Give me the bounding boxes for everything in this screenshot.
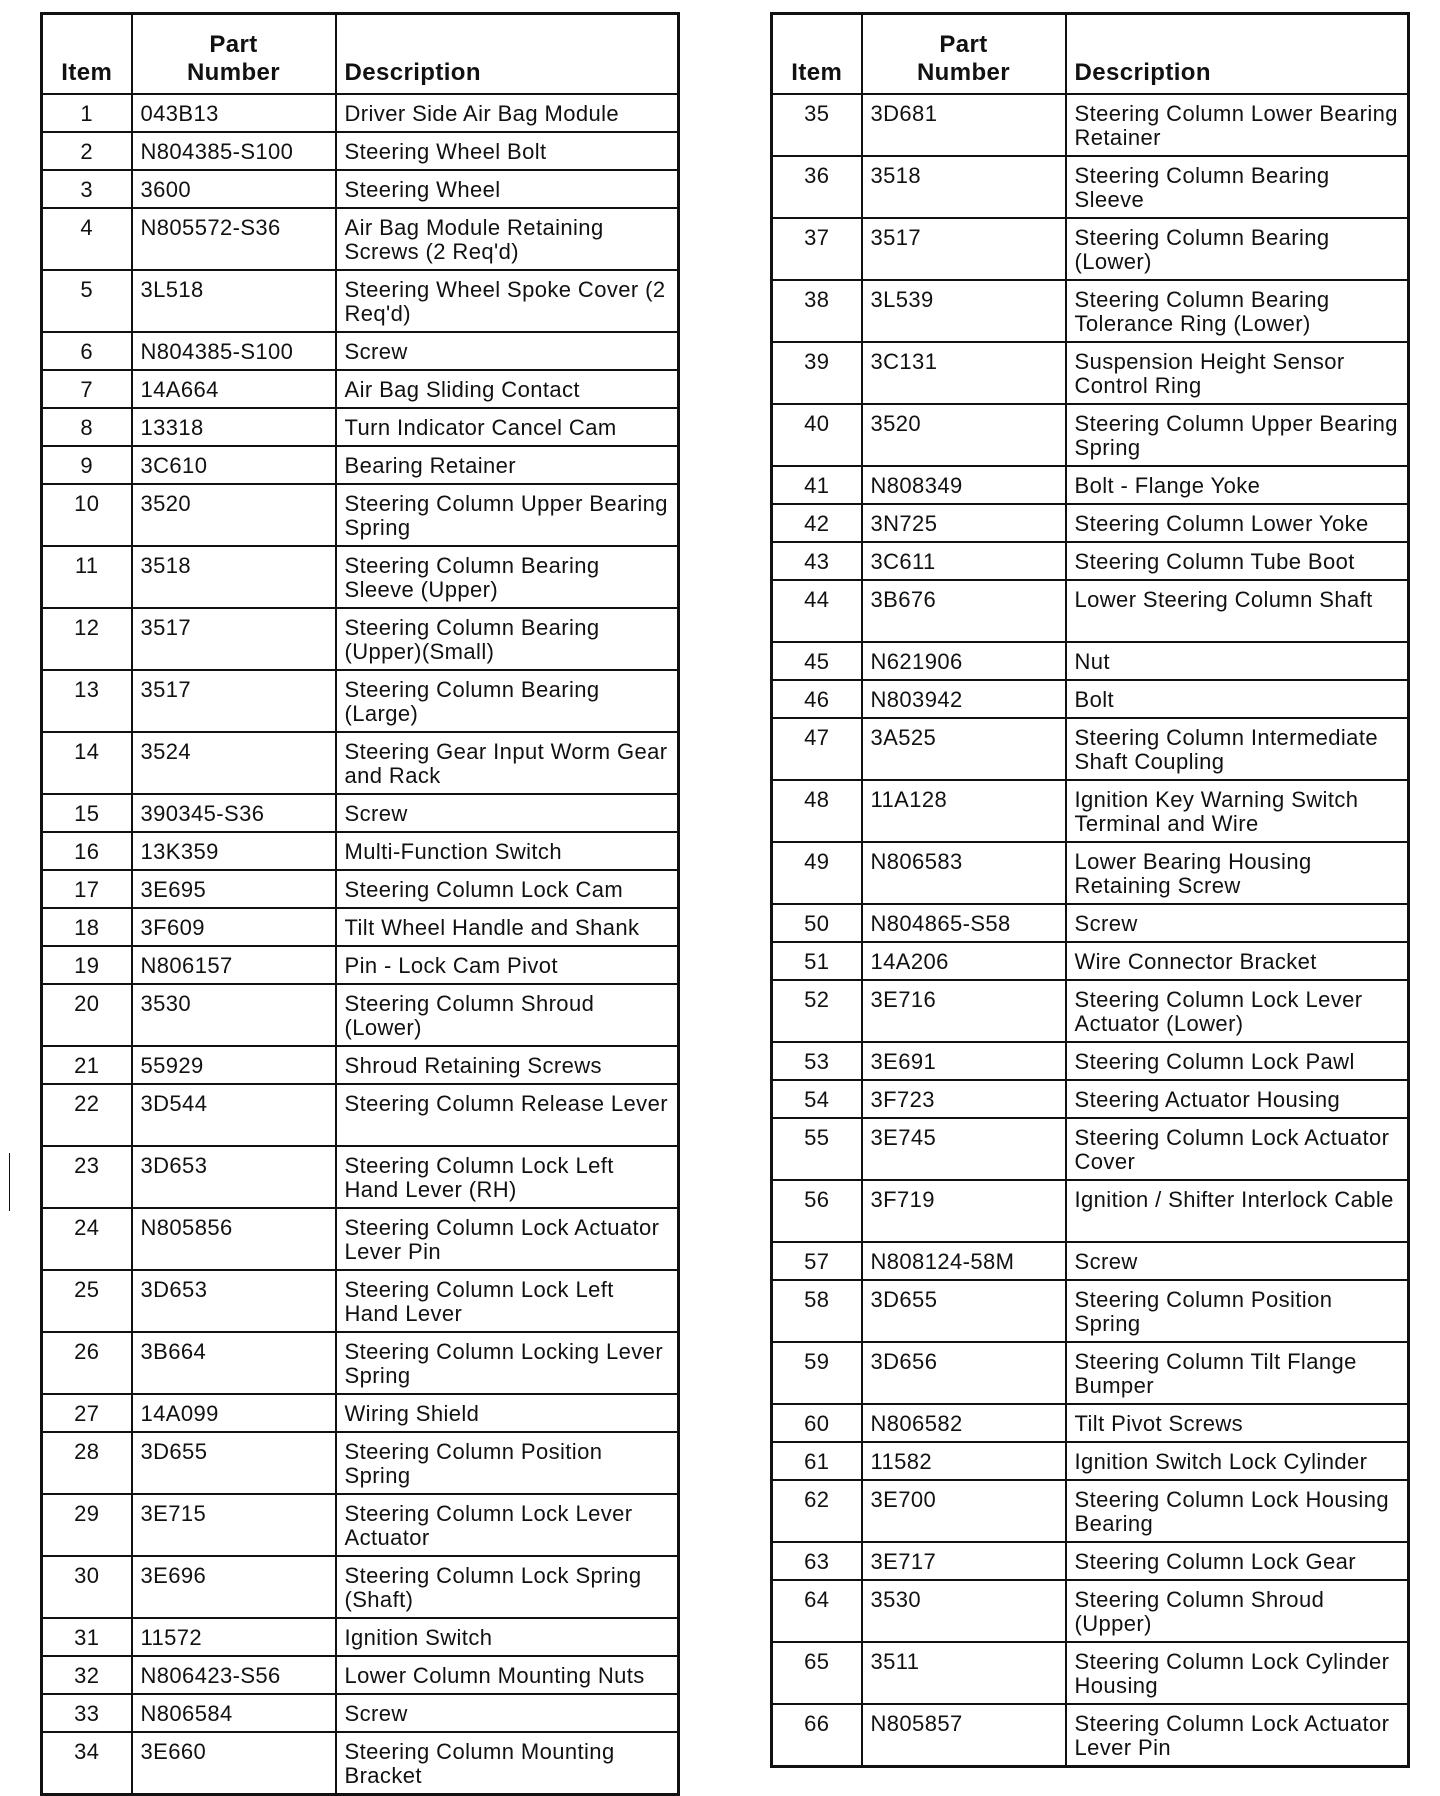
part-number-cell: 3E695 (132, 870, 336, 908)
part-number-cell: 3E696 (132, 1556, 336, 1618)
table-row (42, 332, 679, 370)
description-cell: Turn Indicator Cancel Cam (336, 408, 679, 446)
item-cell: 17 (42, 870, 132, 908)
description-cell: Suspension Height Sensor Control Ring (1066, 342, 1409, 404)
item-column-header: Item (772, 14, 862, 95)
table-row (42, 1656, 679, 1694)
item-cell: 4 (42, 208, 132, 270)
table-row (772, 1342, 1409, 1404)
description-cell: Steering Column Lower Yoke (1066, 504, 1409, 542)
part-number-cell: 3517 (132, 608, 336, 670)
part-number-cell: N804385-S100 (132, 132, 336, 170)
description-cell: Steering Gear Input Worm Gear and Rack (336, 732, 679, 794)
item-cell: 29 (42, 1494, 132, 1556)
description-cell: Steering Column Lock Cam (336, 870, 679, 908)
table-row (772, 842, 1409, 904)
description-cell: Bolt - Flange Yoke (1066, 466, 1409, 504)
parts-table-left (40, 12, 680, 1796)
item-cell: 6 (42, 332, 132, 370)
description-cell: Ignition / Shifter Interlock Cable (1066, 1180, 1409, 1242)
description-cell: Steering Column Shroud (Upper) (1066, 1580, 1409, 1642)
table-row (772, 1442, 1409, 1480)
item-cell: 10 (42, 484, 132, 546)
table-row (42, 794, 679, 832)
table-row (772, 94, 1409, 156)
part-number-cell: 3D653 (132, 1146, 336, 1208)
table-row (772, 1404, 1409, 1442)
part-number-cell: N805572-S36 (132, 208, 336, 270)
part-number-cell: 3L539 (862, 280, 1066, 342)
table-row (42, 1332, 679, 1394)
table-row (42, 170, 679, 208)
part-number-cell: 3C610 (132, 446, 336, 484)
part-number-cell: 3C131 (862, 342, 1066, 404)
part-header-line1: Part (209, 31, 258, 58)
table-row (772, 1480, 1409, 1542)
item-cell: 28 (42, 1432, 132, 1494)
part-number-cell: N806423-S56 (132, 1656, 336, 1694)
item-cell: 35 (772, 94, 862, 156)
table-row (772, 780, 1409, 842)
description-cell: Lower Column Mounting Nuts (336, 1656, 679, 1694)
item-cell: 36 (772, 156, 862, 218)
description-cell: Screw (336, 332, 679, 370)
item-cell: 13 (42, 670, 132, 732)
item-cell: 52 (772, 980, 862, 1042)
item-cell: 50 (772, 904, 862, 942)
table-row (42, 1618, 679, 1656)
description-cell: Steering Column Locking Lever Spring (336, 1332, 679, 1394)
part-number-cell: N806584 (132, 1694, 336, 1732)
description-cell: Steering Column Bearing (Lower) (1066, 218, 1409, 280)
description-cell: Steering Column Lock Actuator Cover (1066, 1118, 1409, 1180)
description-cell: Steering Column Lock Lever Actuator (Lower) (1066, 980, 1409, 1042)
part-number-cell: N805856 (132, 1208, 336, 1270)
table-row (772, 404, 1409, 466)
table-row (772, 1080, 1409, 1118)
table-row (42, 370, 679, 408)
part-number-cell: 3530 (132, 984, 336, 1046)
item-cell: 43 (772, 542, 862, 580)
description-cell: Tilt Wheel Handle and Shank (336, 908, 679, 946)
description-cell: Bearing Retainer (336, 446, 679, 484)
item-cell: 45 (772, 642, 862, 680)
part-number-cell: 3530 (862, 1580, 1066, 1642)
part-number-cell: 3E691 (862, 1042, 1066, 1080)
part-number-cell: 3F723 (862, 1080, 1066, 1118)
table-row (42, 608, 679, 670)
table-row (772, 1242, 1409, 1280)
description-cell: Steering Column Bearing (Large) (336, 670, 679, 732)
part-number-column-header (862, 14, 1066, 95)
part-number-cell: 3D653 (132, 1270, 336, 1332)
description-column-header: Description (1066, 14, 1409, 95)
item-cell: 19 (42, 946, 132, 984)
description-cell: Tilt Pivot Screws (1066, 1404, 1409, 1442)
description-cell: Ignition Switch (336, 1618, 679, 1656)
part-number-cell: 3C611 (862, 542, 1066, 580)
part-number-cell: N808124-58M (862, 1242, 1066, 1280)
table-row (42, 946, 679, 984)
description-cell: Air Bag Sliding Contact (336, 370, 679, 408)
item-cell: 38 (772, 280, 862, 342)
part-number-cell: 043B13 (132, 94, 336, 132)
table-row (772, 1542, 1409, 1580)
part-number-cell: 3600 (132, 170, 336, 208)
item-cell: 11 (42, 546, 132, 608)
item-cell: 41 (772, 466, 862, 504)
item-cell: 31 (42, 1618, 132, 1656)
item-cell: 18 (42, 908, 132, 946)
description-cell: Steering Column Lock Pawl (1066, 1042, 1409, 1080)
table-row (42, 1046, 679, 1084)
description-cell: Steering Wheel (336, 170, 679, 208)
part-number-cell: 390345-S36 (132, 794, 336, 832)
part-number-cell: N806582 (862, 1404, 1066, 1442)
item-cell: 47 (772, 718, 862, 780)
item-cell: 3 (42, 170, 132, 208)
description-cell: Screw (1066, 1242, 1409, 1280)
description-cell: Ignition Key Warning Switch Terminal and Wire (1066, 780, 1409, 842)
part-number-cell: N806583 (862, 842, 1066, 904)
table-row (42, 1208, 679, 1270)
table-row (772, 156, 1409, 218)
parts-table-right (770, 12, 1410, 1768)
part-number-cell: 3B664 (132, 1332, 336, 1394)
item-cell: 64 (772, 1580, 862, 1642)
part-number-cell: 3D681 (862, 94, 1066, 156)
item-cell: 49 (772, 842, 862, 904)
item-cell: 34 (42, 1732, 132, 1795)
part-number-cell: N806157 (132, 946, 336, 984)
table-row (42, 446, 679, 484)
part-number-cell: 3A525 (862, 718, 1066, 780)
part-number-cell: N803942 (862, 680, 1066, 718)
item-cell: 61 (772, 1442, 862, 1480)
description-cell: Steering Column Mounting Bracket (336, 1732, 679, 1795)
part-number-cell: 3524 (132, 732, 336, 794)
item-cell: 48 (772, 780, 862, 842)
table-row (42, 1432, 679, 1494)
item-cell: 1 (42, 94, 132, 132)
part-number-cell: 3E716 (862, 980, 1066, 1042)
table-row (42, 1084, 679, 1146)
table-row (42, 1394, 679, 1432)
table-row (772, 466, 1409, 504)
part-number-cell: N621906 (862, 642, 1066, 680)
table-row (772, 642, 1409, 680)
item-cell: 26 (42, 1332, 132, 1394)
description-cell: Steering Actuator Housing (1066, 1080, 1409, 1118)
parts-table-left-body (42, 94, 679, 1795)
item-cell: 58 (772, 1280, 862, 1342)
part-number-cell: 3D544 (132, 1084, 336, 1146)
part-header-line2: Number (186, 59, 281, 86)
part-number-cell: 3E700 (862, 1480, 1066, 1542)
description-cell: Pin - Lock Cam Pivot (336, 946, 679, 984)
item-cell: 54 (772, 1080, 862, 1118)
description-cell: Steering Column Release Lever (336, 1084, 679, 1146)
table-row (772, 580, 1409, 642)
table-row (772, 1118, 1409, 1180)
part-number-cell: 3E745 (862, 1118, 1066, 1180)
part-header-line1: Part (939, 31, 988, 58)
table-row (772, 1180, 1409, 1242)
table-header-row (772, 14, 1409, 95)
part-number-cell: 3D656 (862, 1342, 1066, 1404)
part-number-cell: 11582 (862, 1442, 1066, 1480)
description-cell: Multi-Function Switch (336, 832, 679, 870)
table-row (772, 1280, 1409, 1342)
table-row (772, 504, 1409, 542)
table-row (772, 718, 1409, 780)
table-row (42, 132, 679, 170)
table-row (772, 342, 1409, 404)
item-cell: 9 (42, 446, 132, 484)
item-cell: 59 (772, 1342, 862, 1404)
table-row (42, 1694, 679, 1732)
part-header-line2: Number (916, 59, 1011, 86)
part-number-cell: 3F609 (132, 908, 336, 946)
part-number-column-header (132, 14, 336, 95)
table-row (772, 904, 1409, 942)
part-number-cell: 3F719 (862, 1180, 1066, 1242)
part-number-cell: 3520 (862, 404, 1066, 466)
description-cell: Lower Steering Column Shaft (1066, 580, 1409, 642)
description-cell: Steering Column Tilt Flange Bumper (1066, 1342, 1409, 1404)
part-number-cell: 14A664 (132, 370, 336, 408)
part-number-cell: 3B676 (862, 580, 1066, 642)
description-cell: Steering Column Lock Lever Actuator (336, 1494, 679, 1556)
item-cell: 53 (772, 1042, 862, 1080)
item-cell: 56 (772, 1180, 862, 1242)
item-cell: 55 (772, 1118, 862, 1180)
table-row (772, 980, 1409, 1042)
item-cell: 2 (42, 132, 132, 170)
part-number-cell: 3517 (132, 670, 336, 732)
table-header-row (42, 14, 679, 95)
description-cell: Steering Column Upper Bearing Spring (336, 484, 679, 546)
description-cell: Steering Column Bearing Sleeve (Upper) (336, 546, 679, 608)
description-cell: Bolt (1066, 680, 1409, 718)
description-cell: Steering Column Shroud (Lower) (336, 984, 679, 1046)
description-cell: Steering Column Lock Left Hand Lever (336, 1270, 679, 1332)
part-number-cell: 3D655 (862, 1280, 1066, 1342)
table-row (772, 680, 1409, 718)
item-cell: 60 (772, 1404, 862, 1442)
part-number-cell: N804865-S58 (862, 904, 1066, 942)
table-row (42, 546, 679, 608)
part-number-cell: 3L518 (132, 270, 336, 332)
table-row (42, 1146, 679, 1208)
description-cell: Screw (336, 1694, 679, 1732)
table-row (772, 1642, 1409, 1704)
description-cell: Steering Column Bearing (Upper)(Small) (336, 608, 679, 670)
part-number-cell: 14A099 (132, 1394, 336, 1432)
item-cell: 37 (772, 218, 862, 280)
table-row (42, 984, 679, 1046)
parts-table-right-body (772, 94, 1409, 1767)
item-cell: 12 (42, 608, 132, 670)
description-cell: Steering Column Bearing Sleeve (1066, 156, 1409, 218)
part-number-cell: 13318 (132, 408, 336, 446)
description-cell: Steering Column Lock Spring (Shaft) (336, 1556, 679, 1618)
description-cell: Steering Column Lock Housing Bearing (1066, 1480, 1409, 1542)
item-cell: 20 (42, 984, 132, 1046)
description-column-header: Description (336, 14, 679, 95)
table-row (772, 1704, 1409, 1767)
item-column-header: Item (42, 14, 132, 95)
item-cell: 42 (772, 504, 862, 542)
description-cell: Steering Wheel Bolt (336, 132, 679, 170)
part-number-cell: 3E717 (862, 1542, 1066, 1580)
table-row (42, 908, 679, 946)
table-row (42, 94, 679, 132)
description-cell: Screw (336, 794, 679, 832)
description-cell: Wire Connector Bracket (1066, 942, 1409, 980)
description-cell: Nut (1066, 642, 1409, 680)
item-cell: 27 (42, 1394, 132, 1432)
table-row (42, 208, 679, 270)
part-number-cell: N804385-S100 (132, 332, 336, 370)
description-cell: Wiring Shield (336, 1394, 679, 1432)
description-cell: Lower Bearing Housing Retaining Screw (1066, 842, 1409, 904)
table-row (42, 1494, 679, 1556)
table-row (42, 832, 679, 870)
item-cell: 21 (42, 1046, 132, 1084)
table-row (42, 270, 679, 332)
item-cell: 32 (42, 1656, 132, 1694)
table-row (772, 942, 1409, 980)
item-cell: 46 (772, 680, 862, 718)
part-number-cell: N808349 (862, 466, 1066, 504)
description-cell: Steering Column Upper Bearing Spring (1066, 404, 1409, 466)
item-cell: 5 (42, 270, 132, 332)
part-number-cell: 3518 (132, 546, 336, 608)
table-row (42, 408, 679, 446)
part-number-cell: 3E660 (132, 1732, 336, 1795)
item-cell: 16 (42, 832, 132, 870)
table-row (42, 1556, 679, 1618)
item-cell: 62 (772, 1480, 862, 1542)
description-cell: Steering Column Intermediate Shaft Coupling (1066, 718, 1409, 780)
part-number-cell: 11A128 (862, 780, 1066, 842)
description-cell: Steering Column Lower Bearing Retainer (1066, 94, 1409, 156)
description-cell: Screw (1066, 904, 1409, 942)
description-cell: Steering Column Lock Actuator Lever Pin (336, 1208, 679, 1270)
table-row (42, 1270, 679, 1332)
description-cell: Steering Column Lock Gear (1066, 1542, 1409, 1580)
table-row (42, 870, 679, 908)
part-number-cell: N805857 (862, 1704, 1066, 1767)
part-number-cell: 11572 (132, 1618, 336, 1656)
item-cell: 7 (42, 370, 132, 408)
item-cell: 22 (42, 1084, 132, 1146)
item-cell: 14 (42, 732, 132, 794)
scan-margin-mark (9, 1153, 10, 1211)
table-row (42, 484, 679, 546)
item-cell: 25 (42, 1270, 132, 1332)
part-number-cell: 3511 (862, 1642, 1066, 1704)
item-cell: 15 (42, 794, 132, 832)
description-cell: Steering Column Bearing Tolerance Ring (Lower) (1066, 280, 1409, 342)
part-number-cell: 3517 (862, 218, 1066, 280)
item-cell: 57 (772, 1242, 862, 1280)
table-row (772, 1042, 1409, 1080)
description-cell: Steering Wheel Spoke Cover (2 Req'd) (336, 270, 679, 332)
table-row (42, 670, 679, 732)
part-number-cell: 3520 (132, 484, 336, 546)
item-cell: 39 (772, 342, 862, 404)
item-cell: 33 (42, 1694, 132, 1732)
item-cell: 24 (42, 1208, 132, 1270)
item-cell: 23 (42, 1146, 132, 1208)
table-row (772, 280, 1409, 342)
item-cell: 40 (772, 404, 862, 466)
description-cell: Shroud Retaining Screws (336, 1046, 679, 1084)
item-cell: 51 (772, 942, 862, 980)
table-row (772, 1580, 1409, 1642)
part-number-cell: 13K359 (132, 832, 336, 870)
item-cell: 30 (42, 1556, 132, 1618)
item-cell: 66 (772, 1704, 862, 1767)
description-cell: Steering Column Position Spring (1066, 1280, 1409, 1342)
table-row (772, 218, 1409, 280)
description-cell: Steering Column Lock Cylinder Housing (1066, 1642, 1409, 1704)
description-cell: Steering Column Lock Left Hand Lever (RH) (336, 1146, 679, 1208)
part-number-cell: 3D655 (132, 1432, 336, 1494)
description-cell: Steering Column Lock Actuator Lever Pin (1066, 1704, 1409, 1767)
item-cell: 63 (772, 1542, 862, 1580)
item-cell: 44 (772, 580, 862, 642)
table-row (42, 732, 679, 794)
description-cell: Steering Column Tube Boot (1066, 542, 1409, 580)
part-number-cell: 14A206 (862, 942, 1066, 980)
description-cell: Steering Column Position Spring (336, 1432, 679, 1494)
description-cell: Air Bag Module Retaining Screws (2 Req'd) (336, 208, 679, 270)
part-number-cell: 3518 (862, 156, 1066, 218)
item-cell: 65 (772, 1642, 862, 1704)
table-row (42, 1732, 679, 1795)
part-number-cell: 3E715 (132, 1494, 336, 1556)
part-number-cell: 3N725 (862, 504, 1066, 542)
part-number-cell: 55929 (132, 1046, 336, 1084)
description-cell: Driver Side Air Bag Module (336, 94, 679, 132)
description-cell: Ignition Switch Lock Cylinder (1066, 1442, 1409, 1480)
item-cell: 8 (42, 408, 132, 446)
table-row (772, 542, 1409, 580)
